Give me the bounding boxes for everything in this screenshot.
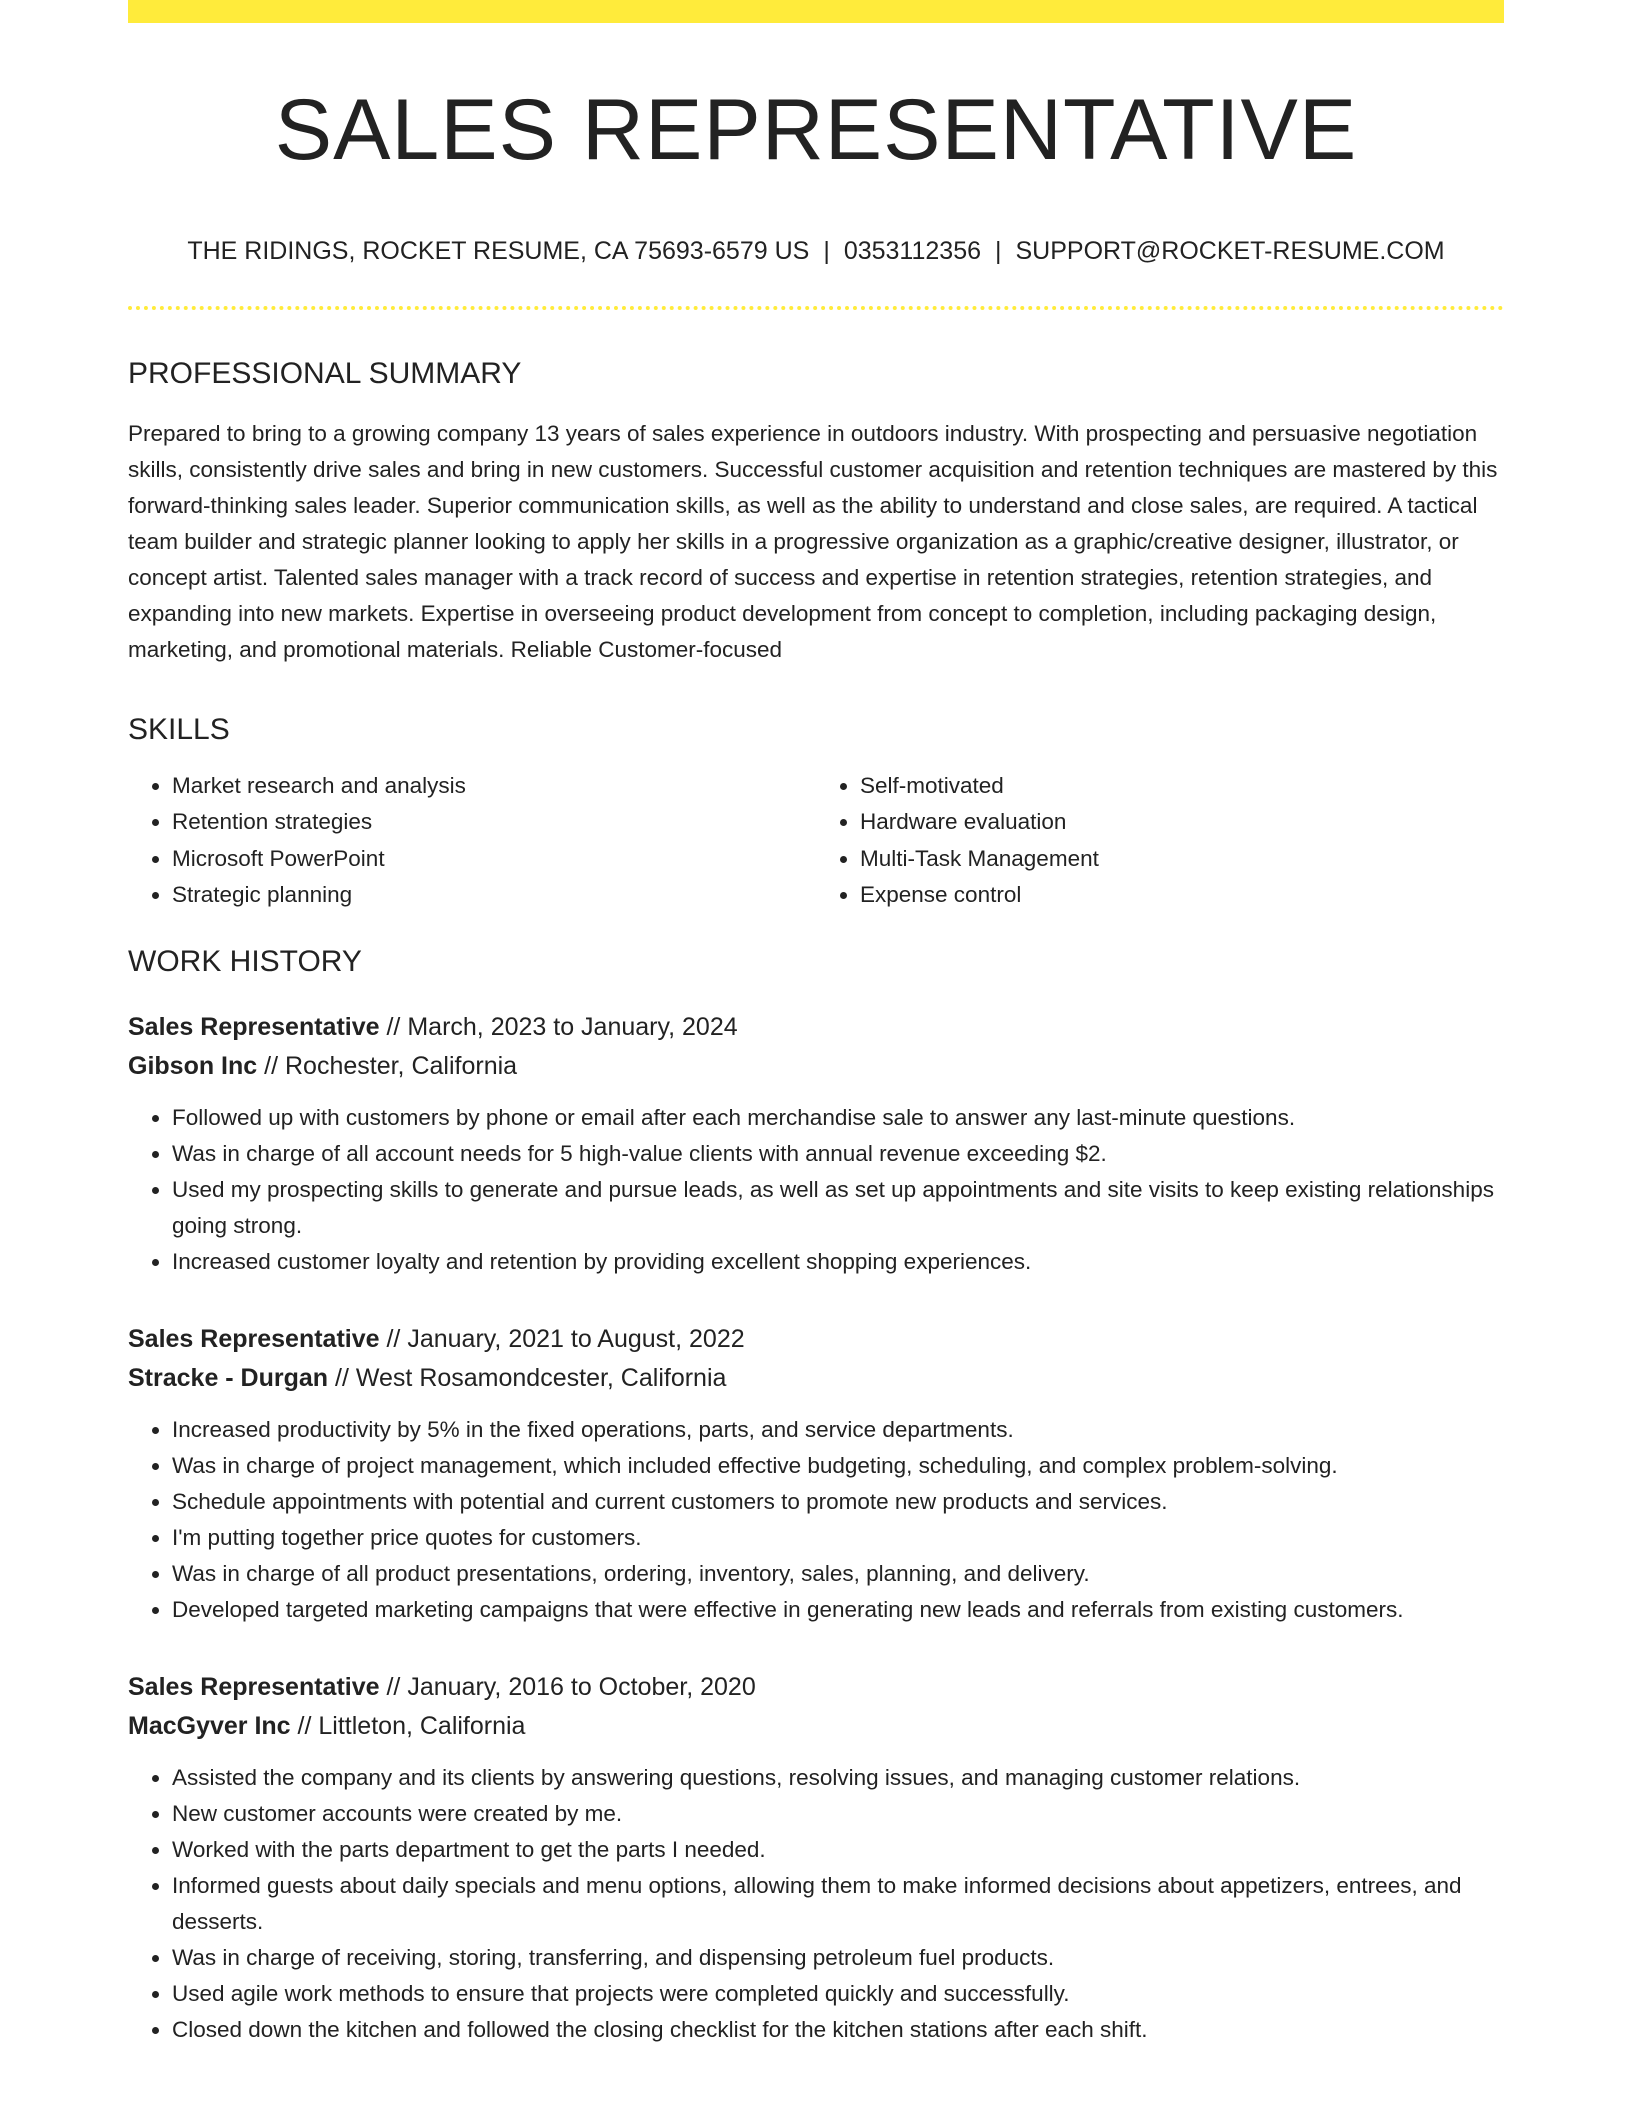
skills-list — [128, 768, 1504, 914]
work-history-heading: WORK HISTORY — [128, 944, 362, 978]
job-divider: // — [335, 1363, 349, 1392]
job-company: Gibson Inc — [128, 1051, 258, 1080]
job-bullets — [128, 1412, 1504, 1628]
job-bullet: • Followed up with customers by phone or email after each merchandise sale to answer any last-minute questions. — [172, 1100, 1504, 1136]
contact-email: SUPPORT@ROCKET-RESUME.COM — [1015, 236, 1445, 265]
skill-item: • Strategic planning — [172, 877, 816, 914]
job-bullet: • Informed guests about daily specials and menu options, allowing them to make informed decisions about appetizers, entrees, and desserts. — [172, 1868, 1504, 1940]
job-bullet: • Was in charge of all account needs for 5 high-value clients with annual revenue exceeding $2. — [172, 1136, 1504, 1172]
skill-item: • Multi-Task Management — [860, 841, 1504, 878]
job-bullet: • Increased productivity by 5% in the fixed operations, parts, and service departments. — [172, 1412, 1504, 1448]
contact-phone: 0353112356 — [843, 236, 981, 265]
skills-column-right — [816, 768, 1504, 914]
job-bullet: • Used agile work methods to ensure that projects were completed quickly and successfully. — [172, 1976, 1504, 2012]
job-company: MacGyver Inc — [128, 1711, 291, 1740]
job-bullet: • Was in charge of project management, which included effective budgeting, scheduling, and complex problem-solving. — [172, 1448, 1504, 1484]
skill-item: • Retention strategies — [172, 804, 816, 841]
job-company-line — [128, 1047, 1504, 1086]
skills-heading: SKILLS — [128, 712, 230, 746]
job-bullet: • Was in charge of receiving, storing, transferring, and dispensing petroleum fuel products. — [172, 1940, 1504, 1976]
summary-text: Prepared to bring to a growing company 13 years of sales experience in outdoors industry. With prospecting and persuasive negotiation skills, consistently drive sales and bring in new customers. Successful customer acquisition and retention techniques are mastered by this forward-thinking sales leader. Superior communication skills, as well as the ability to understand and close sales, are required. A tactical team builder and strategic planner looking to apply her skills in a progressive organization as a graphic/creative designer, illustrator, or concept artist. Talented sales manager with a track record of success and expertise in retention strategies, retention strategies, and expanding into new markets. Expertise in overseeing product development from concept to completion, including packaging design, marketing, and promotional materials. Reliable Customer-focused — [128, 420, 1498, 662]
job-company-line — [128, 1359, 1504, 1398]
job-entry — [128, 1008, 1504, 1280]
dotted-divider — [128, 306, 1504, 310]
job-divider: // — [297, 1711, 312, 1740]
job-entry — [128, 1668, 1504, 2048]
job-role-line — [128, 1008, 1504, 1047]
accent-top-bar — [128, 0, 1504, 23]
job-divider: // — [264, 1051, 279, 1080]
job-bullet: • Used my prospecting skills to generate and pursue leads, as well as set up appointments and site visits to keep existing relationships going strong. — [172, 1172, 1504, 1244]
contact-separator: | — [823, 236, 830, 265]
job-bullet: • Schedule appointments with potential and current customers to promote new products and services. — [172, 1484, 1504, 1520]
job-role: Sales Representative — [128, 1672, 380, 1701]
job-role-line — [128, 1668, 1504, 1707]
skill-item: • Hardware evaluation — [860, 804, 1504, 841]
job-bullet: • New customer accounts were created by me. — [172, 1796, 1504, 1832]
job-bullet: • Closed down the kitchen and followed the closing checklist for the kitchen stations after each shift. — [172, 2012, 1504, 2048]
job-location: West Rosamondcester, California — [355, 1363, 727, 1392]
resume-title: SALES REPRESENTATIVE — [274, 82, 1358, 178]
skill-item: • Market research and analysis — [172, 768, 816, 805]
skill-item: • Self-motivated — [860, 768, 1504, 805]
job-role: Sales Representative — [128, 1012, 380, 1041]
resume-page — [128, 0, 1504, 2048]
skill-item: • Microsoft PowerPoint — [172, 841, 816, 878]
job-bullet: • Was in charge of all product presentations, ordering, inventory, sales, planning, and delivery. — [172, 1556, 1504, 1592]
job-bullets — [128, 1760, 1504, 2048]
job-divider: // — [386, 1012, 401, 1041]
job-bullets — [128, 1100, 1504, 1280]
contact-separator: | — [995, 236, 1002, 265]
job-dates: January, 2021 to August, 2022 — [407, 1324, 745, 1353]
job-role: Sales Representative — [128, 1324, 380, 1353]
skills-column-left — [128, 768, 816, 914]
skill-item: • Expense control — [860, 877, 1504, 914]
job-bullet: • Worked with the parts department to get the parts I needed. — [172, 1832, 1504, 1868]
job-company-line — [128, 1707, 1504, 1746]
job-bullet: • I'm putting together price quotes for customers. — [172, 1520, 1504, 1556]
job-location: Littleton, California — [318, 1711, 526, 1740]
job-bullet: • Increased customer loyalty and retention by providing excellent shopping experiences. — [172, 1244, 1504, 1280]
job-dates: March, 2023 to January, 2024 — [407, 1012, 738, 1041]
job-bullet: • Assisted the company and its clients by answering questions, resolving issues, and managing customer relations. — [172, 1760, 1504, 1796]
job-dates: January, 2016 to October, 2020 — [407, 1672, 756, 1701]
summary-heading: PROFESSIONAL SUMMARY — [128, 356, 522, 390]
job-divider: // — [386, 1324, 401, 1353]
job-company: Stracke - Durgan — [128, 1363, 329, 1392]
job-divider: // — [386, 1672, 401, 1701]
job-entry — [128, 1320, 1504, 1628]
job-bullet: • Developed targeted marketing campaigns that were effective in generating new leads and referrals from existing customers. — [172, 1592, 1504, 1628]
contact-line — [128, 236, 1504, 266]
job-location: Rochester, California — [285, 1051, 518, 1080]
job-role-line — [128, 1320, 1504, 1359]
contact-address: THE RIDINGS, ROCKET RESUME, CA 75693-6579 US — [187, 236, 810, 265]
